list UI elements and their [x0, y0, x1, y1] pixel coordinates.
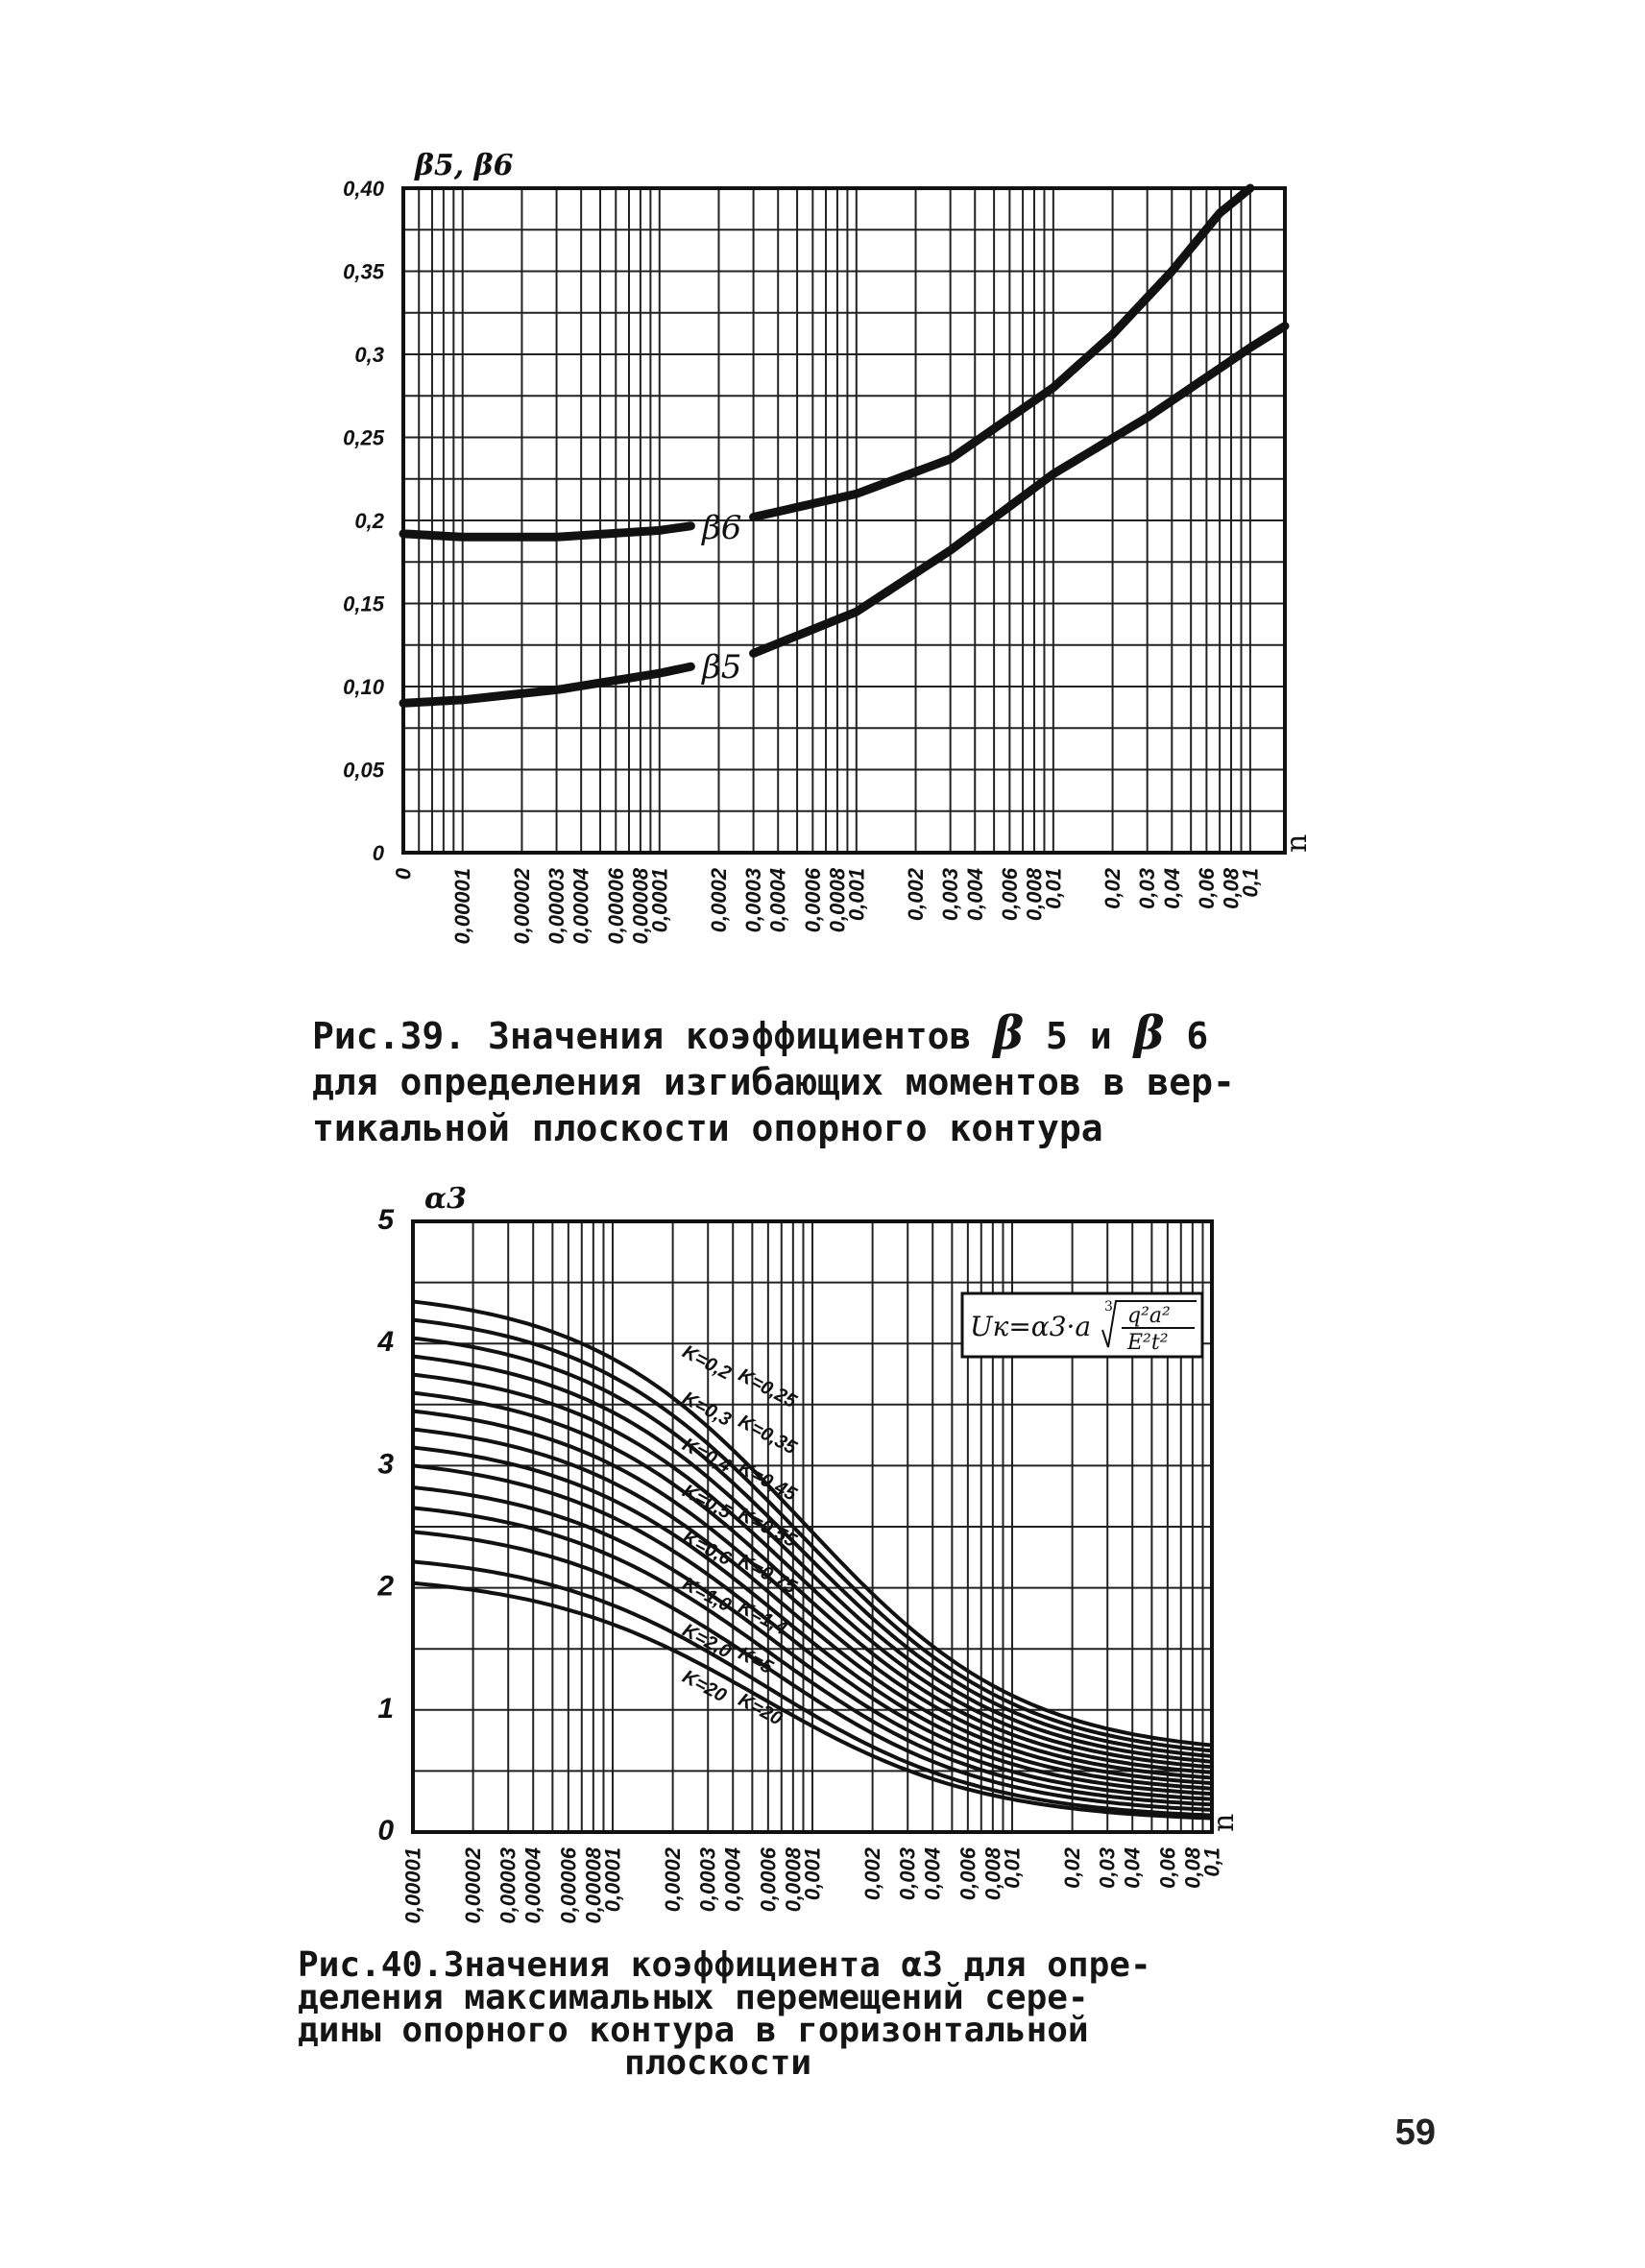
curve-label: K=5 [735, 1643, 777, 1679]
x-tick-label: 0,0008 [781, 1847, 806, 1913]
curve-label: K=0,25 [735, 1364, 800, 1413]
x-tick-label: 0,004 [920, 1847, 945, 1901]
x-tick-label: 0,06 [1194, 868, 1219, 909]
y-tick-label: 4 [377, 1326, 394, 1359]
curve-label: K=1,4 [735, 1596, 791, 1640]
figure-39-caption [312, 1006, 1235, 1151]
y-axis-label: α3 [424, 1182, 467, 1216]
x-tick-label: 0,003 [938, 867, 963, 922]
x-tick-label: 0,0004 [765, 868, 790, 933]
x-tick-label: 0,02 [1101, 868, 1125, 909]
y-tick-label: 3 [377, 1448, 394, 1481]
chart-beta-coefficients [343, 149, 1314, 945]
x-tick-label: 0,0006 [756, 1847, 781, 1913]
curve-label: K=2,0 [678, 1619, 735, 1663]
figure-40-caption-line3: дины опорного контура в горизонтальной [298, 2011, 1089, 2050]
x-tick-label: 0,0001 [647, 868, 672, 933]
y-tick-label: 1 [377, 1692, 394, 1725]
x-tick-label: 0,006 [997, 868, 1022, 922]
x-tick-label: 0,002 [904, 868, 929, 922]
series-line [403, 526, 690, 538]
x-tick-label: 0,06 [1155, 1847, 1180, 1889]
x-tick-label: 0,00002 [509, 868, 534, 945]
formula-lhs: Uк=α3·a [970, 1311, 1092, 1342]
series-label: β6 [702, 508, 742, 547]
y-tick-label: 0,40 [343, 177, 384, 201]
x-tick-label: 0,004 [962, 868, 987, 922]
figure-39-label: Рис.39. [312, 1015, 467, 1057]
x-axis-label: n [1280, 833, 1314, 853]
curve-label: K=0,5 [678, 1480, 735, 1524]
y-tick-label: 5 [377, 1204, 394, 1236]
figure-40-caption-line1: Рис.40.Значения коэффициента α3 для опре- [298, 1945, 1151, 1985]
x-tick-label: 0,03 [1095, 1847, 1120, 1889]
y-tick-label: 0,3 [354, 343, 384, 367]
curve-label: K=1,0 [678, 1573, 735, 1617]
y-tick-label: 0 [377, 1815, 394, 1846]
x-tick-label: 0,04 [1120, 1847, 1145, 1889]
y-axis-label: β5, β6 [415, 149, 514, 182]
beta-symbol: β [993, 1006, 1025, 1060]
x-tick-label: 0,00004 [520, 1847, 545, 1924]
y-tick-label: 0,05 [343, 758, 384, 783]
x-tick-label: 0,0008 [825, 868, 850, 933]
x-tick-label: 0,0003 [741, 868, 766, 933]
formula-numerator: q²a² [1127, 1304, 1171, 1328]
formula-root-index: 3 [1104, 1299, 1113, 1315]
x-tick-label: 0,01 [1000, 1847, 1025, 1889]
figure-39-caption-line3: тикальной плоскости опорного контура [312, 1107, 1103, 1149]
curve-label: K=0,4 [678, 1434, 735, 1478]
curve-label: K=0,2 [678, 1340, 735, 1385]
x-tick-label: 0,0002 [661, 1847, 686, 1913]
x-tick-label: 0,1 [1238, 868, 1263, 898]
figure-40-caption [298, 1945, 1151, 2083]
figure-40-label: Рис.40. [298, 1945, 444, 1985]
formula-denominator: E²t² [1127, 1331, 1169, 1355]
x-tick-label: 0,0001 [600, 1847, 625, 1913]
curve-label: K=0,6 [678, 1527, 735, 1571]
series-line [403, 666, 690, 703]
x-tick-label: 0,08 [1180, 1847, 1205, 1889]
page-number: 59 [1394, 2112, 1436, 2153]
x-tick-label: 0,00003 [544, 868, 569, 945]
chart-alpha3-coefficient [376, 1182, 1241, 1924]
x-tick-label: 0,006 [956, 1847, 980, 1901]
x-tick-label: 0,00008 [581, 1847, 606, 1924]
x-tick-label: 0,00006 [603, 868, 628, 945]
y-tick-label: 0,15 [343, 591, 384, 616]
y-tick-label: 2 [377, 1570, 394, 1603]
x-tick-label: 0,008 [1022, 868, 1047, 922]
x-tick-label: 0,00008 [628, 868, 653, 945]
x-tick-label: 0,0004 [720, 1847, 745, 1913]
x-tick-label: 0,001 [844, 868, 869, 922]
x-tick-label: 0,002 [860, 1847, 885, 1901]
y-tick-label: 0,10 [343, 675, 384, 699]
series-label: β5 [702, 648, 742, 688]
x-axis-label: n [1207, 1813, 1241, 1832]
figure-39-caption-line1: Рис.39. Значения коэффициентов β 5 и β 6 [312, 1006, 1209, 1060]
x-tick-label: 0,00001 [450, 868, 475, 945]
x-tick-label: 0,03 [1135, 868, 1160, 909]
x-tick-label: 0,00001 [400, 1847, 425, 1924]
x-tick-label: 0,02 [1060, 1847, 1085, 1889]
x-tick-label: 0,08 [1219, 868, 1244, 909]
x-tick-label: 0,00004 [568, 868, 593, 945]
curve-label: K=20 [735, 1689, 786, 1730]
x-tick-label: 0,04 [1159, 868, 1184, 909]
beta-symbol: β [1133, 1006, 1165, 1060]
x-tick-label: 0,00003 [496, 1847, 520, 1924]
curve-label: K=0,55 [735, 1504, 800, 1553]
series-line [754, 188, 1250, 518]
x-tick-label: 0,0006 [800, 868, 825, 933]
curve-label: K=0,75 [735, 1550, 800, 1599]
y-tick-label: 0,35 [343, 259, 384, 284]
y-tick-label: 0,25 [343, 425, 384, 450]
curve-label: K=0,3 [678, 1387, 735, 1431]
x-tick-label: 0,1 [1199, 1847, 1224, 1877]
x-tick-label: 0,01 [1041, 868, 1066, 909]
x-tick-label: 0,00002 [461, 1847, 486, 1924]
x-tick-label: 0,0002 [706, 868, 731, 933]
x-tick-label: 0,00006 [556, 1847, 581, 1924]
x-tick-label: 0,003 [895, 1847, 920, 1901]
curve-label: K=0,45 [735, 1457, 800, 1506]
y-tick-label: 0,2 [354, 509, 384, 533]
figure-40-caption-line4: плоскости [624, 2043, 812, 2083]
x-tick-label: 0,008 [980, 1847, 1005, 1901]
curve-label: K=0,35 [735, 1411, 800, 1460]
curve-label: K=20 [678, 1666, 730, 1707]
y-tick-label: 0 [372, 841, 384, 865]
x-tick-label: 0,0003 [695, 1847, 720, 1913]
x-tick-label: 0,001 [800, 1847, 825, 1901]
figure-39-caption-line2: для определения изгибающих моментов в вер- [312, 1061, 1235, 1103]
figure-40-caption-line2: деления максимальных перемещений сере- [298, 1978, 1089, 2017]
x-tick-label: 0 [391, 868, 416, 881]
